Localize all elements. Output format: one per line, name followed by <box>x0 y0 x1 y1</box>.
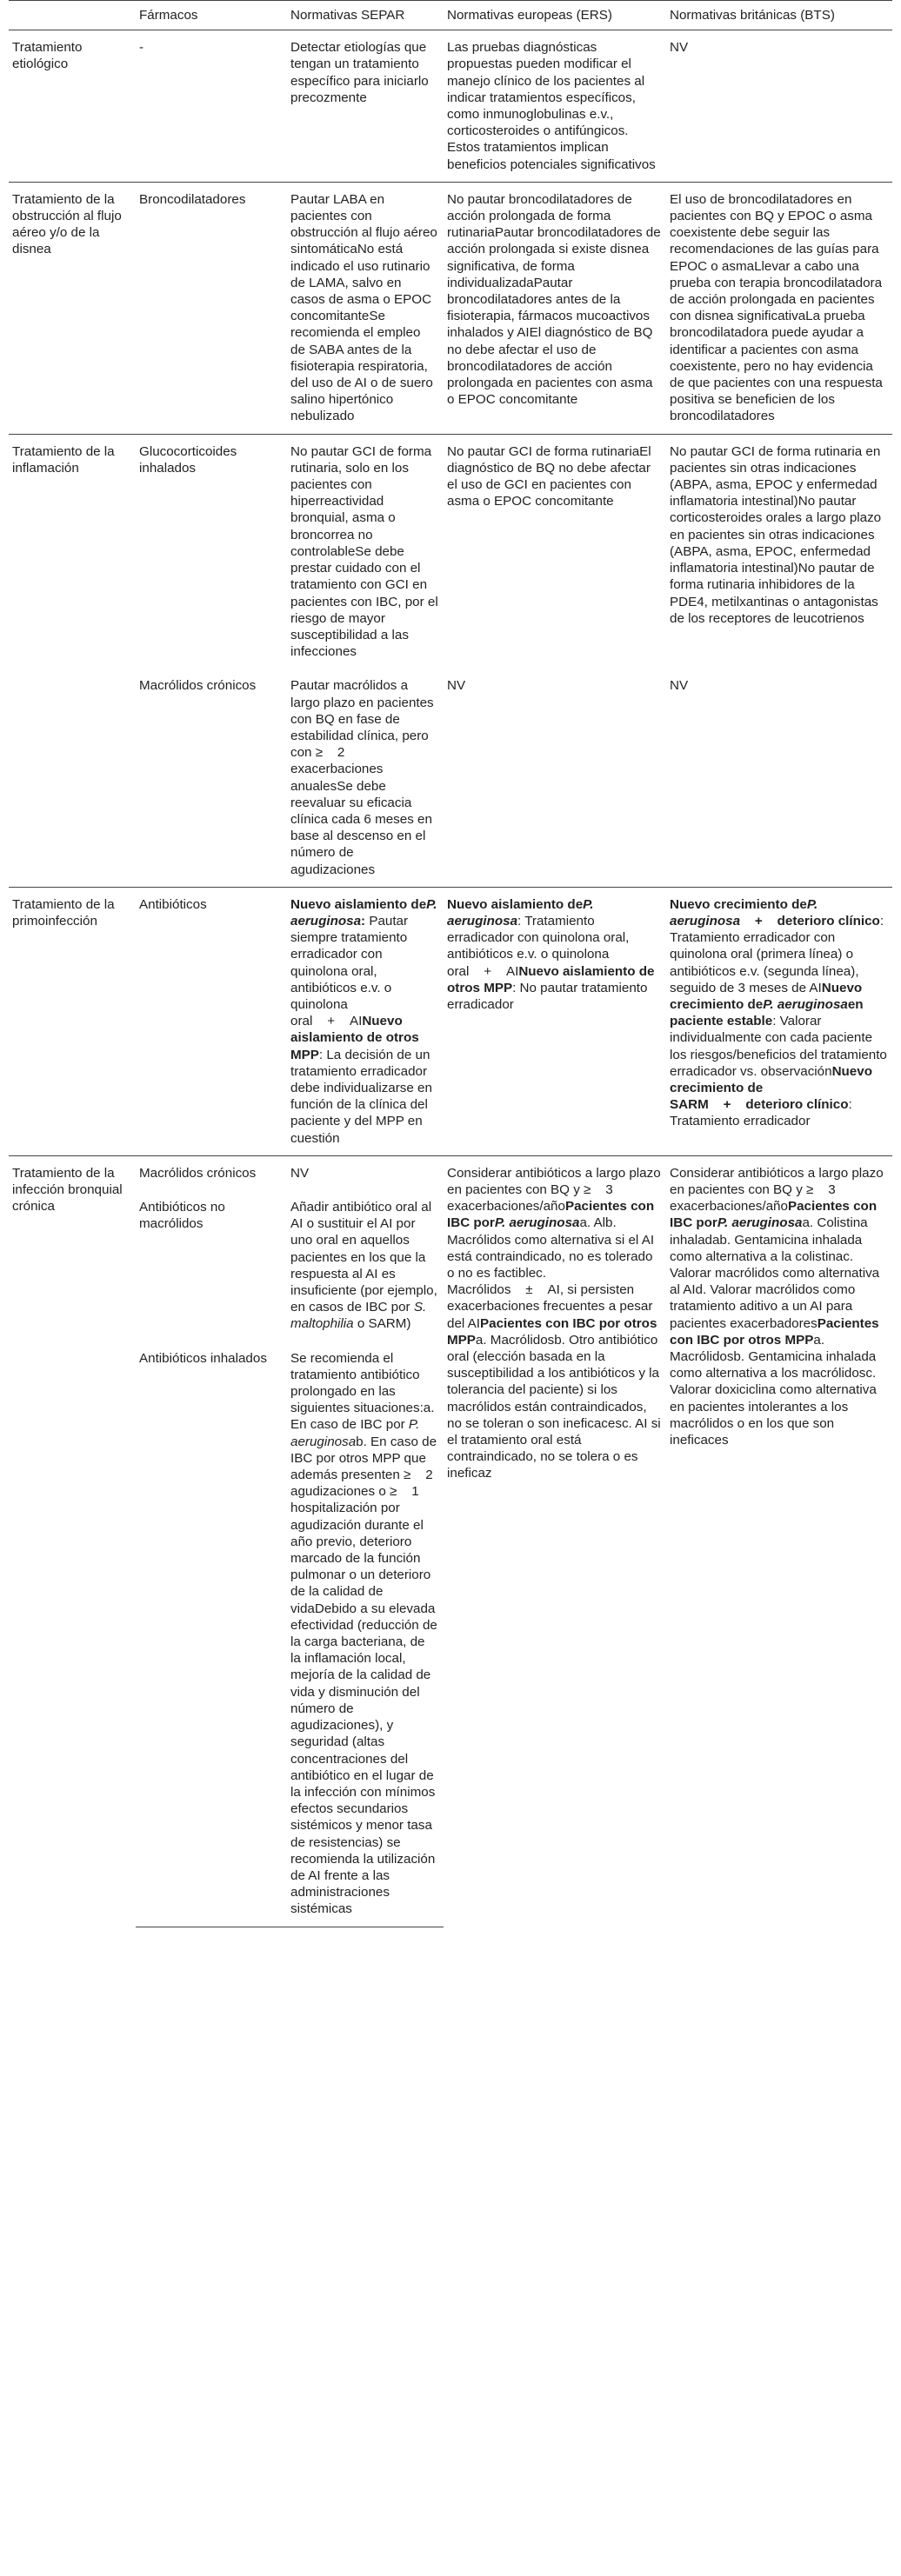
cell-text-segment: b. En caso de IBC por otros MPP que además presenten ≥ 2 agudizaciones o ≥ 1 hospitalización por agudización durante el año previo, deterioro marcado de la función pulmonar o un deterioro de la calidad de vidaDebido a su elevada efectividad (reducción de la carga bacteriana, de la inflamación local, mejoría de la calidad de vida y disminución del número de agudizaciones), y seguridad (altas concentraciones del antibiótico en el lugar de la infección con mínimos efectos secundarios sistémicos y menor tasa de resistencias) se recomienda la utilización de AI frente a las administraciones sistémicas <box>290 1434 442 1917</box>
separ-cell <box>287 669 444 887</box>
cell-text-segment: P. aeruginosa <box>763 996 848 1012</box>
cell-text-segment: a. Macrólidosb. Otro antibiótico oral (elección basada en la susceptibilidad a los antibióticos y la tolerancia del paciente) si los macrólidos están contraindicados, no se toleran o son ineficacesc. AI si el tratamiento oral está contraindicado, no se tolera o es ineficaz <box>447 1332 664 1481</box>
cell-text-segment: No pautar GCI de forma rutinaria, solo en los pacientes con hiperreactividad bronquial, asma o broncorrea no controlableSe debe prestar cuidado con el tratamiento con GCI en pacientes con IBC, por el riesgo de mayor susceptibilidad a las infecciones <box>290 443 442 660</box>
cell-text-segment: P. aeruginosa <box>670 896 822 929</box>
cell-text-segment: Considerar antibióticos a largo plazo en pacientes con BQ y ≥ 3 exacerbaciones/año <box>447 1165 664 1215</box>
category-cell: Tratamiento de la obstrucción al flujo aéreo y/o de la disnea <box>9 182 136 434</box>
table-row <box>9 182 892 434</box>
table-row <box>9 887 892 1155</box>
cell-text-segment: Nuevo aislamiento de <box>290 896 427 912</box>
separ-cell <box>287 887 444 1155</box>
header-separ: Normativas SEPAR <box>287 1 444 30</box>
separ-cell <box>287 1155 444 1190</box>
cell-text-segment: en paciente estable <box>670 996 867 1029</box>
cell-text-segment: : Tratamiento erradicador <box>670 1097 856 1129</box>
separ-cell <box>287 1341 444 1927</box>
cell-text-segment: : Tratamiento erradicador con quinolona oral (primera línea) o antibióticos e.v. (segunda línea), seguido de 3 meses de AI <box>670 913 887 995</box>
bts-cell <box>666 30 892 183</box>
cell-text-segment: + deterioro clínico <box>740 913 880 929</box>
drug-cell: - <box>136 30 287 183</box>
cell-text-segment: El uso de broncodilatadores en pacientes con BQ y EPOC o asma coexistente debe seguir las recomendaciones de las guías para EPOC o asmaLlevar a cabo una prueba con terapia broncodilatadora de acción prolongada en pacientes con disnea significativaLa prueba broncodilatadora puede ayudar a identificar a pacientes con asma coexistente, pero no hay evidencia de que pacientes con una respuesta positiva se beneficien de los broncodilatadores <box>670 191 887 424</box>
guidelines-table <box>9 0 892 1927</box>
drug-cell: Glucocorticoides inhalados <box>136 434 287 669</box>
cell-text-segment: a. Alb. Macrólidos como alternativa si el AI está contraindicado, no es tolerado o no es factiblec. Macrólidos ± AI, si persisten exacerbaciones frecuentes a pesar del AI <box>447 1215 658 1331</box>
cell-text-segment: S. maltophilia <box>290 1300 430 1332</box>
header-drugs: Fármacos <box>136 1 287 30</box>
cell-text-segment: Las pruebas diagnósticas propuestas pueden modificar el manejo clínico de los pacientes al indicar tratamientos específicos, como inmunoglobulinas e.v., corticosteroides o antifúngicos. Estos tratamientos implican beneficios potenciales significativos <box>447 40 656 172</box>
cell-text-segment: Nuevo aislamiento de otros MPP <box>290 1014 423 1062</box>
cell-text-segment: Añadir antibiótico oral al AI o sustituir el AI por uno oral en aquellos pacientes en los que la respuesta al AI es insuficiente (por ejemplo, en casos de IBC por <box>290 1200 442 1315</box>
ers-cell <box>444 887 666 1155</box>
table-row <box>9 669 892 887</box>
cell-text-segment: Nuevo aislamiento de <box>447 896 584 912</box>
ers-cell <box>444 669 666 887</box>
header-category <box>9 1 136 30</box>
cell-text-segment: No pautar GCI de forma rutinaria en pacientes sin otras indicaciones (ABPA, asma, EPOC y enfermedad inflamatoria intestinal)No pautar corticosteroides orales a largo plazo en pacientes sin otras indicaciones (ABPA, asma, EPOC, enfermedad inflamatoria intestinal)No pautar de forma rutinaria inhibidores de la PDE4, metilxantinas o antagonistas de los receptores de leucotrienos <box>670 443 885 626</box>
ers-cell <box>444 1155 666 1927</box>
cell-text-segment: No pautar broncodilatadores de acción prolongada de forma rutinariaPautar broncodilatadores de acción prolongada si existe disnea significativa, de forma individualizadaPautar broncodilatadores antes de la fisioterapia, fármacos mucoactivos inhalados y AIEl diagnóstico de BQ no debe afectar el uso de broncodilatadores de acción prolongada en pacientes con asma o EPOC concomitante <box>447 191 664 408</box>
bts-cell <box>666 182 892 434</box>
cell-text-segment: Nuevo crecimiento de SARM + deterioro clínico <box>670 1063 877 1113</box>
separ-cell <box>287 1190 444 1341</box>
cell-text-segment: : La decisión de un tratamiento erradicador debe individualizarse en función de la clínica del paciente y del MPP en cuestión <box>290 1047 437 1146</box>
header-ers: Normativas europeas (ERS) <box>444 1 666 30</box>
cell-text-segment: Nuevo crecimiento de <box>670 896 807 912</box>
cell-text-segment: P. aeruginosa <box>290 1417 424 1449</box>
cell-text-segment: NV <box>290 1165 310 1181</box>
category-cell: Tratamiento etiológico <box>9 30 136 183</box>
bts-cell <box>666 434 892 669</box>
drug-cell: Macrólidos crónicos <box>139 678 257 694</box>
separ-cell <box>287 434 444 669</box>
drug-cell: Macrólidos crónicos <box>136 1155 287 1190</box>
cell-text-segment: P. aeruginosa <box>494 1215 580 1231</box>
cell-text-segment: P. aeruginosa <box>717 1215 803 1231</box>
cell-text-segment: a. Macrólidosb. Gentamicina inhalada como alternativa a los macrólidosc. Valorar doxiciclina como alternativa en pacientes intolerantes a los macrólidos o en los que son ineficaces <box>670 1332 880 1448</box>
cell-text-segment: NV <box>670 40 689 56</box>
cell-text-segment: Pautar macrólidos a largo plazo en pacientes con BQ en fase de estabilidad clínica, pero con ≥ 2 exacerbaciones anualesSe debe reevaluar su eficacia clínica cada 6 meses en base al descenso en el número de agudizaciones <box>290 678 437 877</box>
category-cell: Tratamiento de la primoinfección <box>9 887 136 1155</box>
bts-cell <box>666 669 892 887</box>
cell-text-segment: NV <box>670 678 689 694</box>
cell-text-segment: o SARM) <box>353 1316 411 1332</box>
cell-text-segment: : No pautar tratamiento erradicador <box>447 980 651 1012</box>
cell-text-segment: Nuevo aislamiento de otros MPP <box>447 963 658 995</box>
bts-cell <box>666 1155 892 1927</box>
cell-text-segment: Nuevo crecimiento de <box>670 980 866 1012</box>
drug-cell: Antibióticos no macrólidos <box>139 1200 225 1232</box>
cell-text-segment: Pacientes con IBC por <box>447 1199 658 1231</box>
cell-text-segment: Considerar antibióticos a largo plazo en pacientes con BQ y ≥ 3 exacerbaciones/año <box>670 1165 887 1215</box>
cell-text-segment: Pautar siempre tratamiento erradicador con quinolona oral, antibióticos e.v. o quinolona oral + AI <box>290 913 412 1029</box>
drug-cell: Antibióticos inhalados <box>136 1341 287 1927</box>
category-cell: Tratamiento de la infección bronquial crónica <box>9 1155 136 1927</box>
table-row <box>9 30 892 183</box>
cell-text-segment: a. Colistina inhaladab. Gentamicina inhalada como alternativa a la colistinac. Valorar macrólidos como alternativa al AId. Valorar macrólidos como tratamiento aditivo a un AI para pacientes exacerbadores <box>670 1215 884 1331</box>
table-body <box>9 30 892 1927</box>
drug-cell: Broncodilatadores <box>136 182 287 434</box>
header-bts: Normativas británicas (BTS) <box>666 1 892 30</box>
category-cell: Tratamiento de la inflamación <box>9 434 136 887</box>
cell-text-segment: NV <box>447 678 466 694</box>
cell-text-segment: Detectar etiologías que tengan un tratamiento específico para iniciarlo precozmente <box>290 40 432 105</box>
cell-text-segment: P. aeruginosa <box>290 896 441 929</box>
cell-text-segment: : Valorar individualmente con cada paciente los riesgos/beneficios del tratamiento erradicador vs. observación <box>670 1014 891 1079</box>
cell-text-segment: : <box>361 913 366 929</box>
cell-text-segment: P. aeruginosa <box>447 896 597 929</box>
cell-text-segment: Pautar LABA en pacientes con obstrucción al flujo aéreo sintomáticaNo está indicado el uso rutinario de LAMA, salvo en casos de asma o EPOC concomitanteSe recomienda el empleo de SABA antes de la fisioterapia respiratoria, del uso de AI o de suero salino hipertónico nebulizado <box>290 191 442 424</box>
table-row <box>9 434 892 669</box>
separ-cell <box>287 30 444 183</box>
ers-cell <box>444 434 666 669</box>
cell-text-segment: Pacientes con IBC por otros MPP <box>670 1315 883 1348</box>
ers-cell <box>444 30 666 183</box>
bts-cell <box>666 887 892 1155</box>
separ-cell <box>287 182 444 434</box>
cell-text-segment: : Tratamiento erradicador con quinolona oral, antibióticos e.v. o quinolona oral + AI <box>447 913 633 979</box>
cell-text-segment: Pacientes con IBC por <box>670 1199 881 1231</box>
table-header <box>9 1 892 30</box>
table-row <box>9 1155 892 1190</box>
cell-text-segment: Pacientes con IBC por otros MPP <box>447 1315 661 1348</box>
drug-cell: Antibióticos <box>136 887 287 1155</box>
cell-text-segment: Se recomienda el tratamiento antibiótico prolongado en las siguientes situaciones:a. En caso de IBC por <box>290 1350 438 1433</box>
ers-cell <box>444 182 666 434</box>
cell-text-segment: No pautar GCI de forma rutinariaEl diagnóstico de BQ no debe afectar el uso de GCI en pacientes con asma o EPOC concomitante <box>447 443 655 509</box>
